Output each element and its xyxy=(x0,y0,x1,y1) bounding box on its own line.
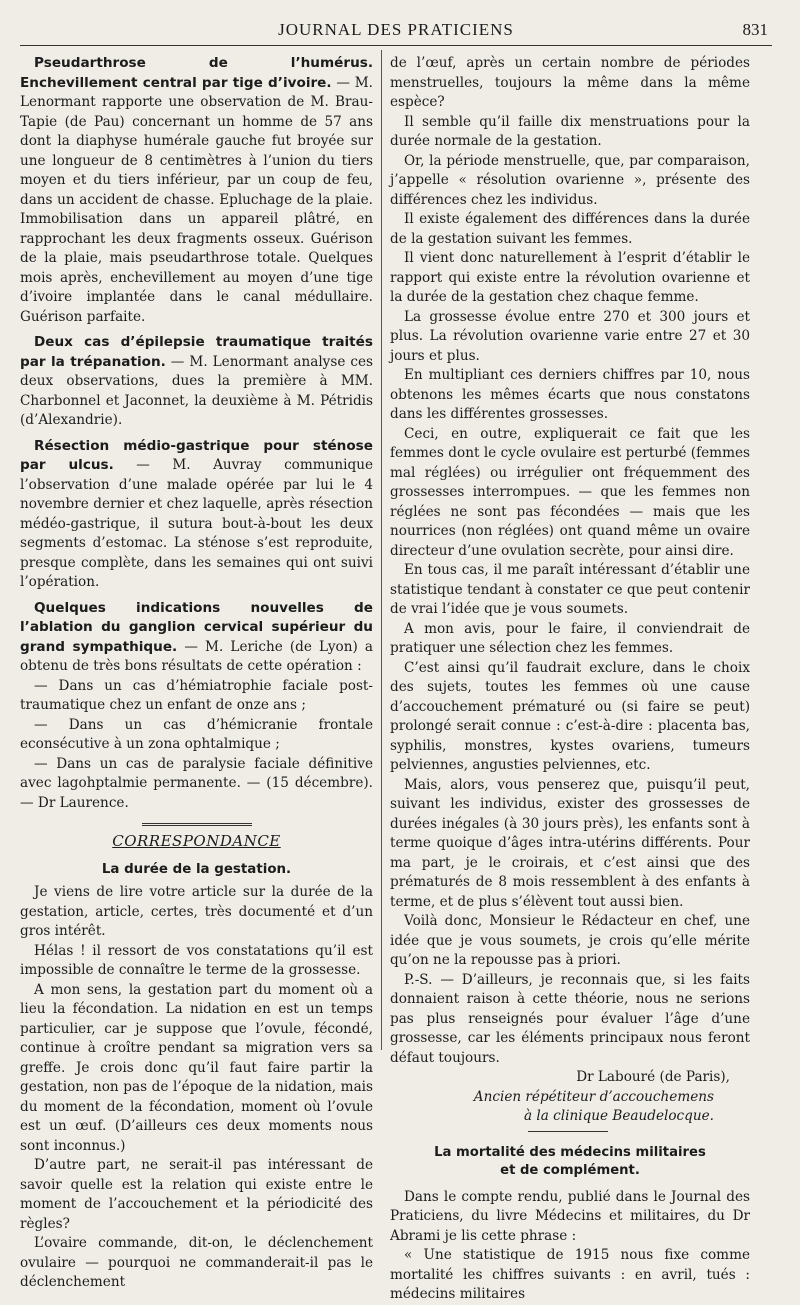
left-column xyxy=(20,54,373,1293)
entry-text: — M. Auvray communique l’observation d’une malade opérée par lui le 4 novembre dernier et chez laquelle, après résection médéo-gastrique, il sutura bout-à-bout les deux segments d’estomac. La sténose s’est reproduite, presque complète, dans les semaines qui ont suivi l’opération. xyxy=(20,457,374,590)
page-number: 831 xyxy=(742,20,768,39)
list-item: — Dans un cas d’hémiatrophie faciale post-traumatique chez un enfant de onze ans ; xyxy=(20,677,373,713)
page-header xyxy=(20,16,772,46)
letter-paragraph: En tous cas, il me paraît intéressant d’établir une statistique tendant à constater ce que peut contenir de vrai l’idée que je vous soumets. xyxy=(390,562,750,617)
letter-paragraph: Ceci, en outre, expliquerait ce fait que les femmes dont le cycle ovulaire est perturbé (femmes mal réglées) ou irrégulier ont fréquemment des grossesses interrompues. — que les femmes non réglées ne sont pas fécondées — mais que les nourrices (non réglées) ont quand même un ovaire directeur d’une ovulation secrète, pour ainsi dire. xyxy=(390,425,750,559)
section-title-correspondance: CORRESPONDANCE xyxy=(112,832,281,850)
entry-ganglion xyxy=(20,599,373,677)
letter-paragraph: de l’œuf, après un certain nombre de périodes menstruelles, toujours la même dans la même espèce? xyxy=(390,55,750,110)
letter-paragraph: Je viens de lire votre article sur la durée de la gestation, article, certes, très documenté et d’un gros intérêt. xyxy=(20,884,373,939)
letter-paragraph: Il semble qu’il faille dix menstruations pour la durée normale de la gestation. xyxy=(390,113,750,149)
entry-text: — M. Leriche (de Lyon) a obtenu de très bons résultats de cette opération : xyxy=(20,638,373,674)
entry-title: Quelques indications nouvelles de l’ablation du ganglion cervical supérieur du grand sympathique. xyxy=(20,599,373,655)
letter-paragraph: A mon avis, pour le faire, il conviendrait de pratiquer une sélection chez les femmes. xyxy=(390,620,750,656)
header-rule xyxy=(20,45,772,46)
letter-paragraph: C’est ainsi qu’il faudrait exclure, dans le choix des sujets, toutes les femmes où une cause d’accouchement prématuré ou (si faire se peut) prolongé serait connue : c’est-à-dire : placenta bas, syphilis, monstres, kystes ovariens, tumeurs pelviennes, angusties pelviennes, etc. xyxy=(390,659,750,773)
article-paragraph: « Une statistique de 1915 nous fixe comme mortalité les chiffres suivants : en avril, tués : médecins militaires xyxy=(390,1247,750,1302)
letter-paragraph: Hélas ! il ressort de vos constatations qu’il est impossible de connaître le terme de la grossesse. xyxy=(20,942,373,978)
letter-paragraph: La grossesse évolue entre 270 et 300 jours et plus. La révolution ovarienne varie entre 27 et 30 jours et plus. xyxy=(390,308,750,364)
letter-paragraph: D’autre part, ne serait-il pas intéressant de savoir quelle est la relation qui existe entre le moment de l’accouchement et la périodicité des règles? xyxy=(20,1157,373,1232)
letter-paragraph: Il existe également des différences dans la durée de la gestation suivant les femmes. xyxy=(390,211,750,247)
article-title-line: et de complément. xyxy=(500,1162,640,1178)
article-title xyxy=(390,1144,750,1180)
letter-paragraph: En multipliant ces derniers chiffres par 10, nous obtenons les mêmes écarts que nous constatons dans les différentes grossesses. xyxy=(390,367,750,422)
journal-title: JOURNAL DES PRATICIENS xyxy=(278,20,514,39)
article-separator xyxy=(528,1131,608,1132)
letter-paragraph: Or, la période menstruelle, que, par comparaison, j’appelle « résolution ovarienne », présente des différences chez les individus. xyxy=(390,152,750,208)
letter-paragraph: L’ovaire commande, dit-on, le déclenchement ovulaire — pourquoi ne commanderait-il pas le déclenchement xyxy=(20,1235,373,1290)
letter-paragraph: Mais, alors, vous penserez que, puisqu’il peut, suivant les individus, exister des grossesses de durées inégales (à 30 jours près), les enfants sont à terme quoique d’âges intra-utérins différents. Pour ma part, je le croirais, et c’est ainsi que des prématurés de 8 mois ressemblent à des enfants à terme, et de plus s’élèvent tout aussi bien. xyxy=(390,776,750,910)
letter-paragraph: A mon sens, la gestation part du moment où a lieu la fécondation. La nidation en est un temps particulier, car je suppose que l’ovule, fécondé, continue à croître pendant sa migration vers sa greffe. Je crois donc qu’il faut faire partir la gestation, non pas de l’époque de la nidation, mais du moment de la fécondation, moment où l’ovule est un œuf. (D’ailleurs ces deux moments nous sont inconnus.) xyxy=(20,981,373,1154)
letter-title: La durée de la gestation. xyxy=(101,861,292,877)
entry-text: — M. Lenormant analyse ces deux observations, dues la première à MM. Charbonnel et Jaconnet, la deuxième à M. Pétridis (d’Alexandrie). xyxy=(20,353,374,428)
entry-title: Résection médio-gastrique pour sténose par ulcus. xyxy=(20,437,373,473)
list-item: — Dans un cas de paralysie faciale définitive avec lagohptalmie permanente. — (15 décembre). — Dr Laurence. xyxy=(20,755,373,811)
right-column xyxy=(390,54,750,1305)
entry-resection xyxy=(20,437,373,593)
letter-paragraph: Il vient donc naturellement à l’esprit d’établir le rapport qui existe entre la révolution ovarienne et la durée de la gestation chez chaque femme. xyxy=(390,250,750,305)
entry-text: — M. Lenormant rapporte une observation de M. Brau-Tapie (de Pau) concernant un homme de 57 ans dont la diaphyse humérale gauche fut broyée sur une longueur de 8 centimètres à l’union du tiers moyen et du tiers inférieur, par un coup de feu, dans un accident de chasse. Epluchage de la plaie. Immobilisation dans un appareil plâtré, en rapprochant les deux fragments osseux. Guérison de la plaie, mais pseudarthrose totale. Quelques mois après, enchevillement au moyen d’une tige d’ivoire implantée dans le canal médullaire. Guérison parfaite. xyxy=(20,74,373,325)
letter-paragraph: P.-S. — D’ailleurs, je reconnais que, si les faits donnaient raison à cette théorie, nous ne serions pas plus renseignés pour évaluer l’âge d’une grossesse, car les éléments principaux nous feront défaut toujours. xyxy=(390,971,750,1066)
letter-paragraph: Voilà donc, Monsieur le Rédacteur en chef, une idée que je vous soumets, je crois qu’elle mérite qu’on ne la repousse pas à priori. xyxy=(390,913,750,968)
column-divider xyxy=(381,50,382,1050)
signature-role: à la clinique Beaudelocque. xyxy=(523,1108,714,1124)
section-rule xyxy=(142,823,252,826)
article-paragraph: Dans le compte rendu, publié dans le Journal des Praticiens, du livre Médecins et militaires, du Dr Abrami je lis cette phrase : xyxy=(390,1188,750,1244)
list-item: — Dans un cas d’hémicranie frontale econsécutive à un zona ophtalmique ; xyxy=(20,716,373,752)
entry-title: Deux cas d’épilepsie traumatique traités par la trépanation. xyxy=(20,334,373,370)
entry-title: Pseudarthrose de l’humérus. Enchevillement central par tige d’ivoire. xyxy=(20,55,373,91)
signature-name: Dr Labouré (de Paris), xyxy=(576,1069,730,1085)
article-title-line: La mortalité des médecins militaires xyxy=(434,1144,706,1160)
entry-epilepsie xyxy=(20,333,373,431)
signature-role: Ancien répétiteur d’accouchemens xyxy=(473,1088,714,1105)
entry-pseudarthrose xyxy=(20,54,373,327)
